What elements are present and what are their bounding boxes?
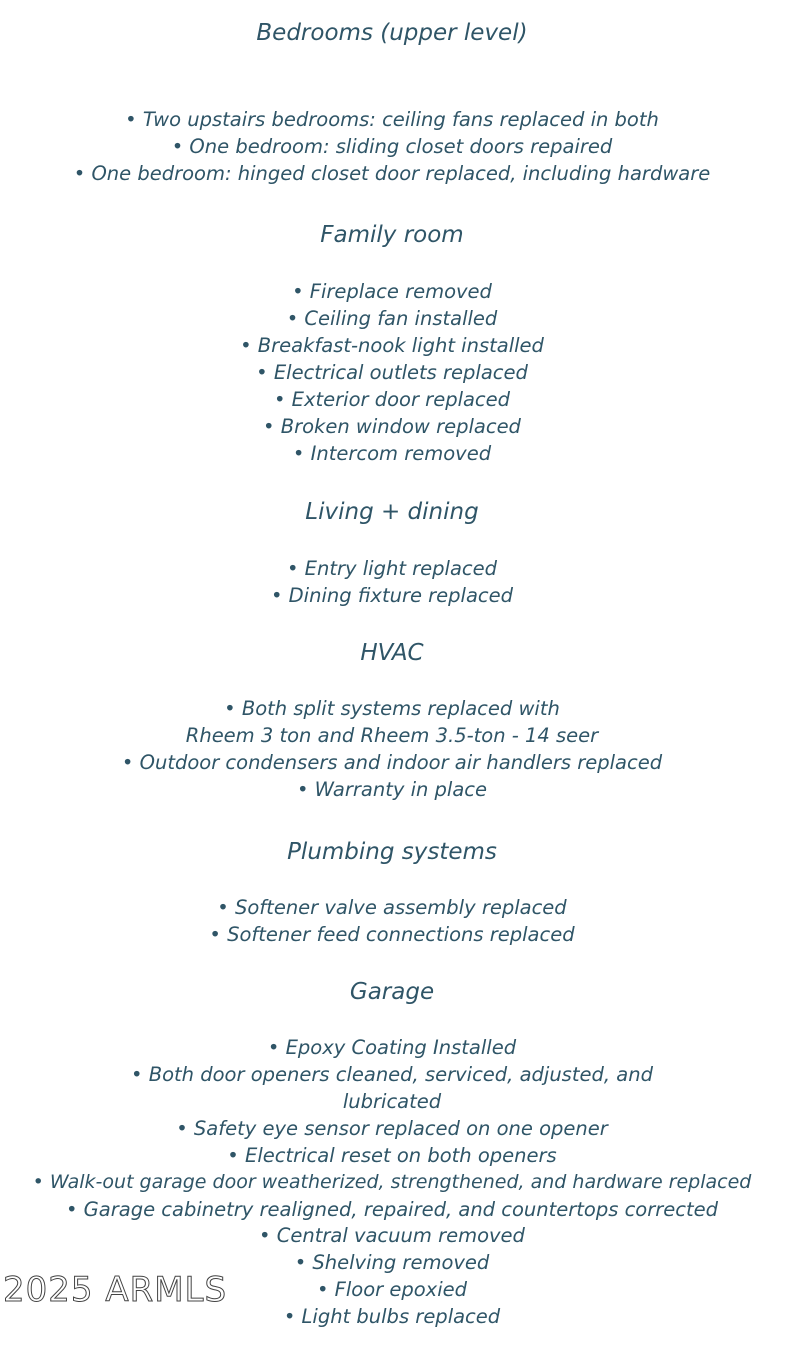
list-item: Rheem 3 ton and Rheem 3.5-ton - 14 seer bbox=[185, 724, 599, 747]
section-heading: Living + dining bbox=[305, 499, 479, 525]
list-item: • Dining fixture replaced bbox=[270, 584, 514, 607]
list-item: • Breakfast-nook light installed bbox=[240, 334, 544, 357]
section-heading: Family room bbox=[320, 222, 464, 248]
list-item: • Shelving removed bbox=[294, 1251, 490, 1274]
list-item: • Fireplace removed bbox=[292, 280, 492, 303]
list-item: • Two upstairs bedrooms: ceiling fans replaced in both bbox=[125, 108, 659, 131]
list-item: • Broken window replaced bbox=[263, 415, 521, 438]
section-heading: HVAC bbox=[360, 640, 424, 666]
list-item: • Warranty in place bbox=[296, 778, 488, 801]
list-item: • Intercom removed bbox=[292, 442, 492, 465]
list-item: • Walk-out garage door weatherized, strengthened, and hardware replaced bbox=[32, 1171, 752, 1193]
list-item: • Outdoor condensers and indoor air handlers replaced bbox=[121, 751, 663, 774]
list-item: • Electrical reset on both openers bbox=[227, 1144, 557, 1167]
section-heading: Bedrooms (upper level) bbox=[256, 20, 528, 46]
list-item: • Light bulbs replaced bbox=[283, 1305, 501, 1328]
list-item: • Both door openers cleaned, serviced, adjusted, and bbox=[131, 1063, 653, 1086]
list-item: • Ceiling fan installed bbox=[286, 307, 498, 330]
section-heading: Garage bbox=[349, 979, 435, 1005]
list-item: • Safety eye sensor replaced on one opener bbox=[176, 1117, 608, 1140]
list-item: • Garage cabinetry realigned, repaired, and countertops corrected bbox=[65, 1198, 719, 1221]
list-item: • Both split systems replaced with bbox=[224, 697, 560, 720]
list-item: • Softener feed connections replaced bbox=[209, 923, 575, 946]
list-item: • Central vacuum removed bbox=[259, 1224, 525, 1247]
list-item: • Entry light replaced bbox=[286, 557, 498, 580]
list-item: • One bedroom: sliding closet doors repaired bbox=[171, 135, 613, 158]
watermark: 2025 ARMLS bbox=[3, 1270, 228, 1310]
list-item: • Exterior door replaced bbox=[273, 388, 511, 411]
list-item: lubricated bbox=[342, 1090, 442, 1113]
section-heading: Plumbing systems bbox=[287, 839, 497, 865]
list-item: • Softener valve assembly replaced bbox=[217, 896, 567, 919]
list-item: • Floor epoxied bbox=[316, 1278, 468, 1301]
list-item: • Epoxy Coating Installed bbox=[267, 1036, 517, 1059]
list-item: • Electrical outlets replaced bbox=[256, 361, 528, 384]
list-item: • One bedroom: hinged closet door replaced, including hardware bbox=[73, 162, 711, 185]
